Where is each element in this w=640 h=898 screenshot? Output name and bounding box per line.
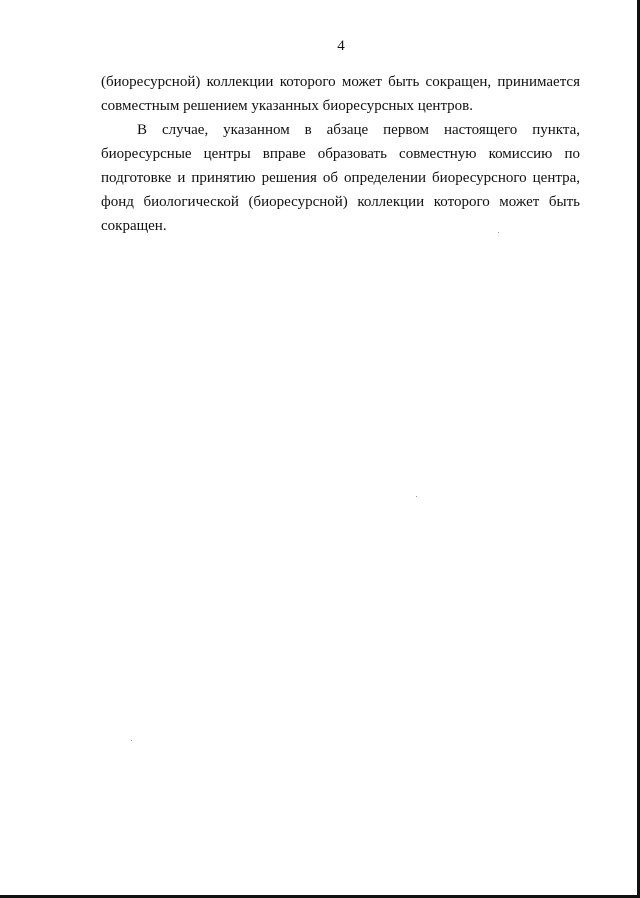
scan-speck [498,232,499,233]
paragraph-continuation: (биоресурсной) коллекции которого может быть сокращен, принимается совместным решением указанных биоресурсных центров. [101,74,580,114]
paragraph-commission: В случае, указанном в абзаце первом настоящего пункта, биоресурсные центры вправе образовать совместную комиссию по подготовке и принятию решения об определении биоресурсного центра, фонд биологической (биоресурсной) коллекции которого может быть сокращен. [101,122,580,234]
page-number: 4 [337,38,345,54]
scan-speck [416,496,417,497]
document-body [101,70,580,238]
scan-speck [131,740,132,741]
